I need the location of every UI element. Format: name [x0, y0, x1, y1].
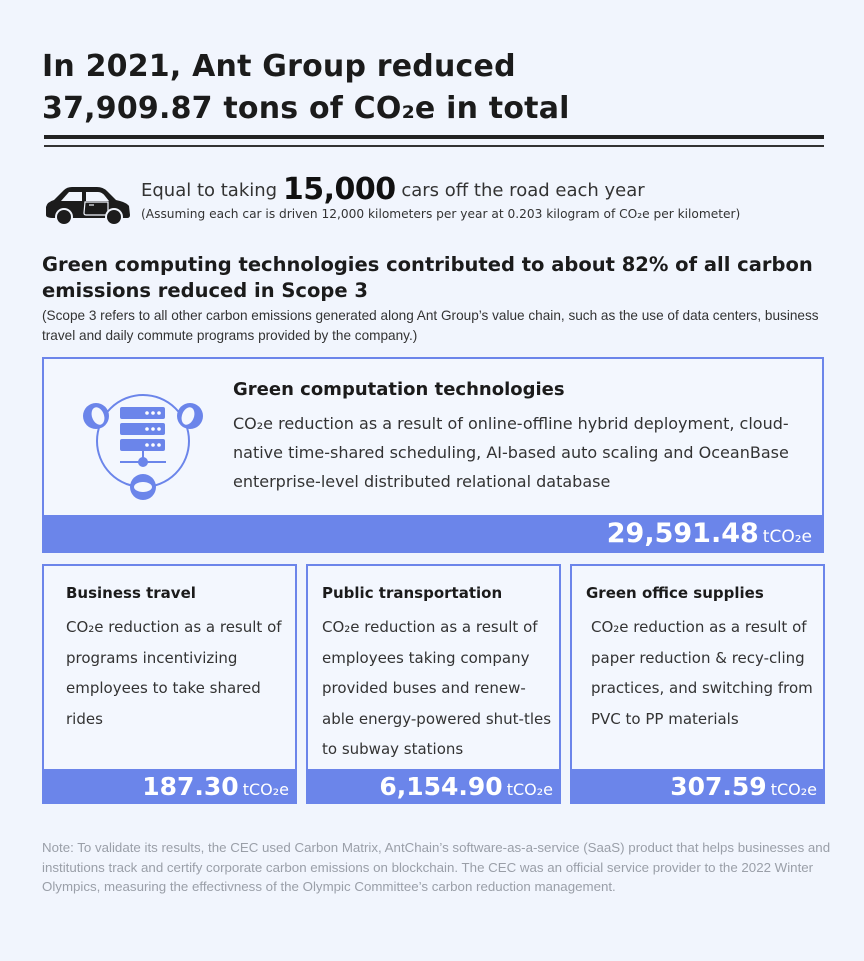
page-title: [42, 46, 802, 130]
main-card-unit: tCO₂e: [762, 527, 812, 547]
main-card-title: Green computation technologies: [233, 379, 565, 400]
title-line-2: 37,909.87 tons of CO₂e in total: [42, 91, 570, 126]
green-office-supplies-card: [570, 564, 825, 804]
sub-card-title: Green office supplies: [586, 584, 764, 602]
car-icon: [42, 185, 132, 227]
green-computation-card: [42, 357, 824, 553]
equivalence-assumption: (Assuming each car is driven 12,000 kilometers per year at 0.203 kilogram of CO₂e per kilometer): [141, 207, 741, 221]
equivalence-prefix: Equal to taking: [141, 180, 278, 201]
scope-heading: Green computing technologies contributed to about 82% of all carbon emissions reduced in Scope 3: [42, 253, 813, 302]
sub-card-value: 187.30: [142, 772, 239, 801]
sub-card-value: 307.59: [670, 772, 767, 801]
sub-card-description: CO₂e reduction as a result of programs incentivizing employees to take shared rides: [66, 618, 282, 728]
equivalence-suffix: cars off the road each year: [401, 180, 645, 201]
sub-card-unit: tCO₂e: [242, 780, 289, 799]
equivalence-statement: [141, 172, 645, 207]
sub-card-title: Business travel: [66, 584, 196, 602]
divider-thick: [44, 135, 824, 139]
main-card-description: CO₂e reduction as a result of online-offline hybrid deployment, cloud-native time-shared scheduling, AI-based auto scaling and OceanBase enterprise-level distributed relational database: [233, 414, 789, 491]
main-card-value-bar: [42, 515, 824, 553]
title-line-1: In 2021, Ant Group reduced: [42, 49, 516, 84]
divider-thin: [44, 145, 824, 147]
sub-card-title: Public transportation: [322, 584, 503, 602]
main-card-value: 29,591.48: [606, 518, 759, 549]
cars-count: 15,000: [282, 172, 396, 207]
sub-card-value-bar: [570, 769, 825, 804]
server-network-icon: [82, 383, 204, 501]
sub-card-unit: tCO₂e: [506, 780, 553, 799]
business-travel-card: [42, 564, 297, 804]
footnote: Note: To validate its results, the CEC used Carbon Matrix, AntChain’s software-as-a-service (SaaS) product that helps businesses and institutions track and certify corporate carbon emissions on blockchain. The CEC was an official service provider to the 2022 Winter Olympics, measuring the effectivness of the Olympic Committee’s carbon reduction management.: [42, 840, 831, 894]
sub-card-value: 6,154.90: [379, 772, 503, 801]
sub-card-value-bar: [42, 769, 297, 804]
scope-note: (Scope 3 refers to all other carbon emissions generated along Ant Group’s value chain, such as the use of data centers, business travel and daily commute programs provided by the company.): [42, 308, 819, 343]
public-transportation-card: [306, 564, 561, 804]
sub-card-value-bar: [306, 769, 561, 804]
sub-card-unit: tCO₂e: [770, 780, 817, 799]
sub-card-description: CO₂e reduction as a result of employees taking company provided buses and renew-able energy-powered shut-tles to subway stations: [322, 618, 552, 758]
sub-card-description: CO₂e reduction as a result of paper reduction & recy-cling practices, and switching from PVC to PP materials: [591, 618, 813, 728]
